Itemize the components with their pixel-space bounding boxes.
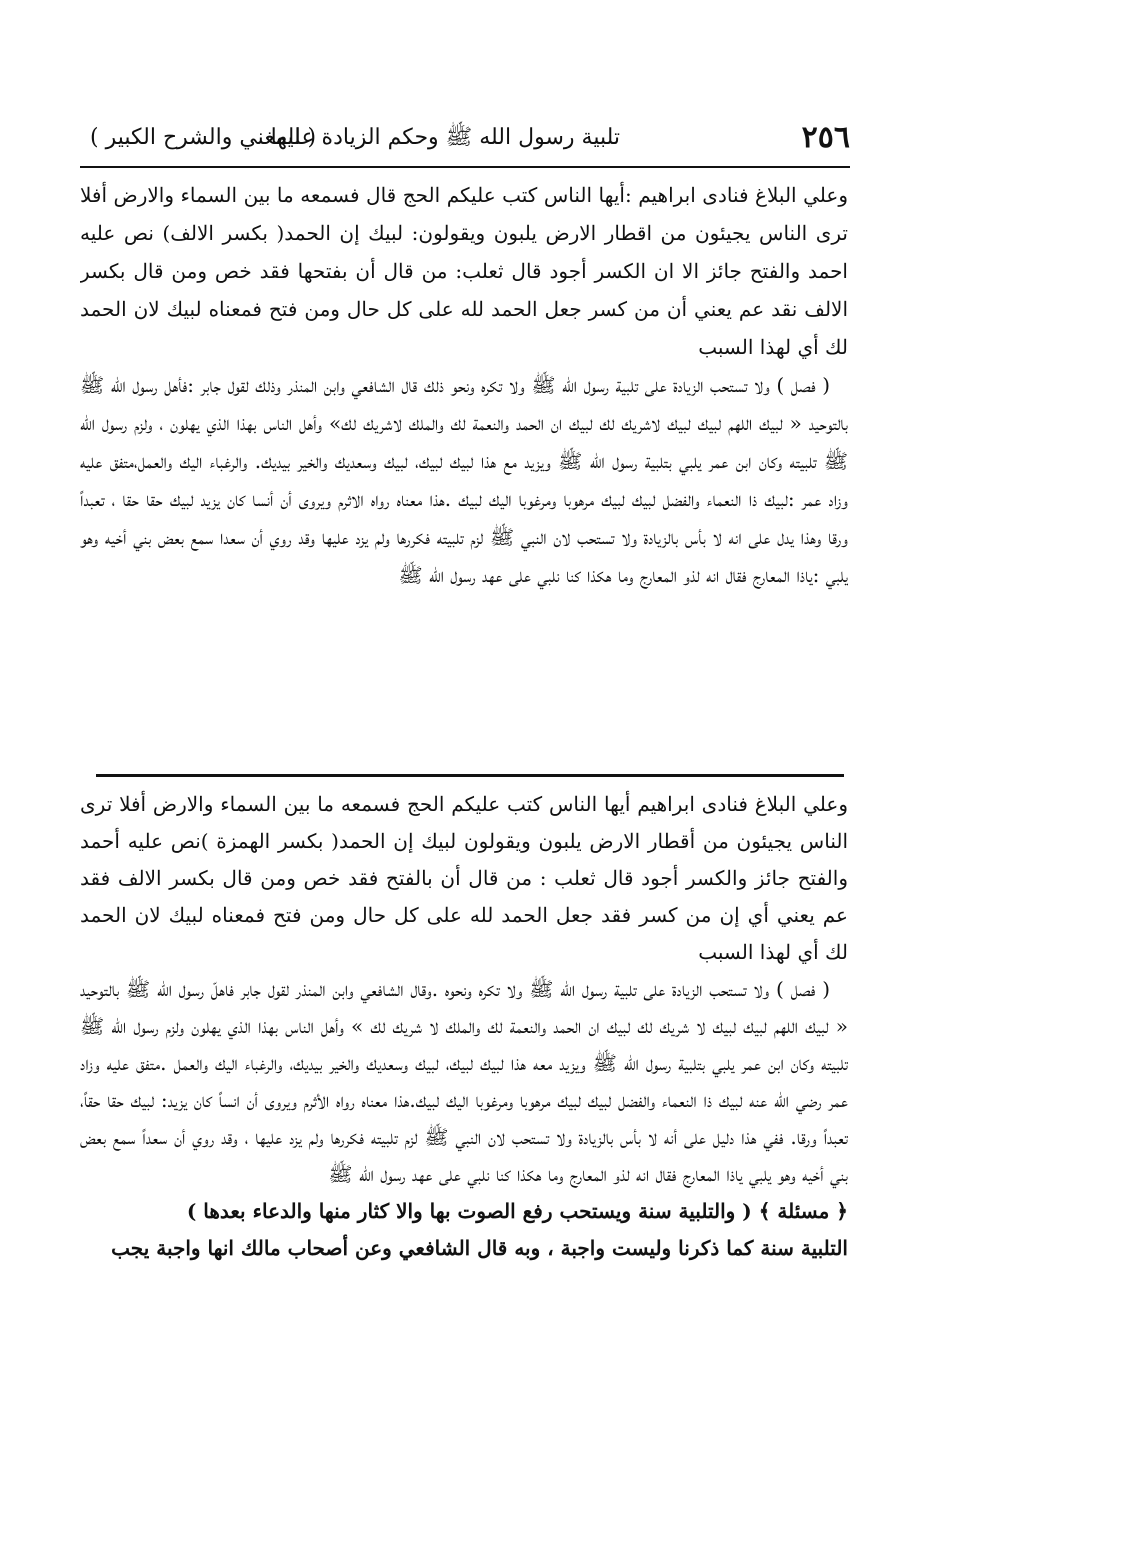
sharh-paragraph: ( فصل ) ولا تستحب الزيادة على تلبية رسول الله ﷺ ولا تكره ونحوه .وقال الشافعي وابن المنذر لقول جابر فاهلّ رسول الله ﷺ بالتوحيد « لبيك اللهم لبيك لبيك لا شريك لك لبيك ان الحمد والنعمة لك والملك لا شريك لك » وأهل الناس بهذا الذي يهلون ولزم رسول الله ﷺ تلبيته وكان ابن عمر يلبي بتلبية رسول الله ﷺ ويزيد معه هذا لبيك لبيك، لبيك وسعديك والخير بيديك، والرغباء اليك والعمل .متفق عليه وزاد عمر رضي الله عنه لبيك ذا النعماء والفضل لبيك لبيك مرهوبا ومرغوبا اليك لبيك.هذا معناه رواه الأثرم ويروى أن انساً كان يزيد: لبيك حقا حقاً، تعبداً ورقا. ففي هذا دليل على أنه لا بأس بالزيادة ولا تستحب لان النبي ﷺ لزم تلبيته فكررها ولم يزد عليها ، وقد روي أن سعداً سمع بعض بني أخيه وهو يلبي ياذا المعارج فقال انه لذو المعارج وما هكذا كنا نلبي على عهد رسول الله ﷺ [80, 977, 848, 1186]
header-rule [80, 166, 850, 168]
matn-paragraph: ( فصل ) ولا تستحب الزيادة على تلبية رسول الله ﷺ ولا تكره ونحو ذلك قال الشافعي وابن المنذر وذلك لقول جابر :فأهل رسول الله ﷺ بالتوحيد « لبيك اللهم لبيك لبيك لاشريك لك لبيك ان الحمد والنعمة لك والملك لاشريك لك» وأهل الناس بهذا الذي يهلون ، ولزم رسول الله ﷺ تلبيته وكان ابن عمر يلبي بتلبية رسول الله ﷺ ويزيد مع هذا لبيك لبيك، لبيك وسعديك والخير بيديك. والرغباء اليك والعمل،متفق عليه وزاد عمر :لبيك ذا النعماء والفضل لبيك لبيك مرهوبا ومرغوبا اليك لبيك .هذا معناه رواه الاثرم ويروى أن أنسا كان يزيد لبيك حقا حقا ، تعبداً ورقا وهذا يدل على انه لا بأس بالزيادة ولا تستحب لان النبي ﷺ لزم تلبيته فكررها ولم يزد عليها وقد روي أن سعدا سمع بعض بني أخيه وهو يلبي :ياذا المعارج فقال انه لذو المعارج وما هكذا كنا نلبي على عهد رسول الله ﷺ [80, 373, 848, 587]
page-header [80, 118, 850, 162]
section-divider [96, 774, 844, 777]
masala-heading: ﴿ مسئلة ﴾ ( والتلبية سنة ويستحب رفع الصوت بها والا كثار منها والدعاء بعدها ) [186, 1199, 848, 1223]
page-number: ٢٥٦ [801, 120, 850, 155]
sharh-text [80, 786, 848, 1474]
section-title: تلبية رسول الله ﷺ وحكم الزيادة عليها [270, 125, 620, 150]
matn-text [80, 176, 848, 758]
sharh-paragraph: وعلي البلاغ فنادى ابراهيم أيها الناس كتب عليكم الحج فسمعه ما بين السماء والارض أفلا ترى الناس يجيئون من أقطار الارض يلبون ويقولون لبيك إن الحمد( بكسر الهمزة )نص عليه أحمد والفتح جائز والكسر أجود قال ثعلب : من قال أن بالفتح فقد خص ومن قال بكسر الالف فقد عم يعني أي إن من كسر فقد جعل الحمد لله على كل حال ومن فتح فمعناه لبيك لان الحمد لك أي لهذا السبب [80, 792, 848, 964]
matn-paragraph: وعلي البلاغ فنادى ابراهيم :أيها الناس كتب عليكم الحج قال فسمعه ما بين السماء والارض أفلا ترى الناس يجيئون من اقطار الارض يلبون ويقولون: لبيك إن الحمد( بكسر الالف) نص عليه احمد والفتح جائز الا ان الكسر أجود قال ثعلب: من قال أن بفتحها فقد خص ومن قال بكسر الالف نقد عم يعني أن من كسر جعل الحمد لله على كل حال ومن فتح فمعناه لبيك لان الحمد لك أي لهذا السبب [80, 183, 848, 359]
sharh-paragraph: التلبية سنة كما ذكرنا وليست واجبة ، وبه قال الشافعي وعن أصحاب مالك انها واجبة يجب [111, 1236, 848, 1260]
book-title: ( المغني والشرح الكبير ) [90, 125, 317, 150]
